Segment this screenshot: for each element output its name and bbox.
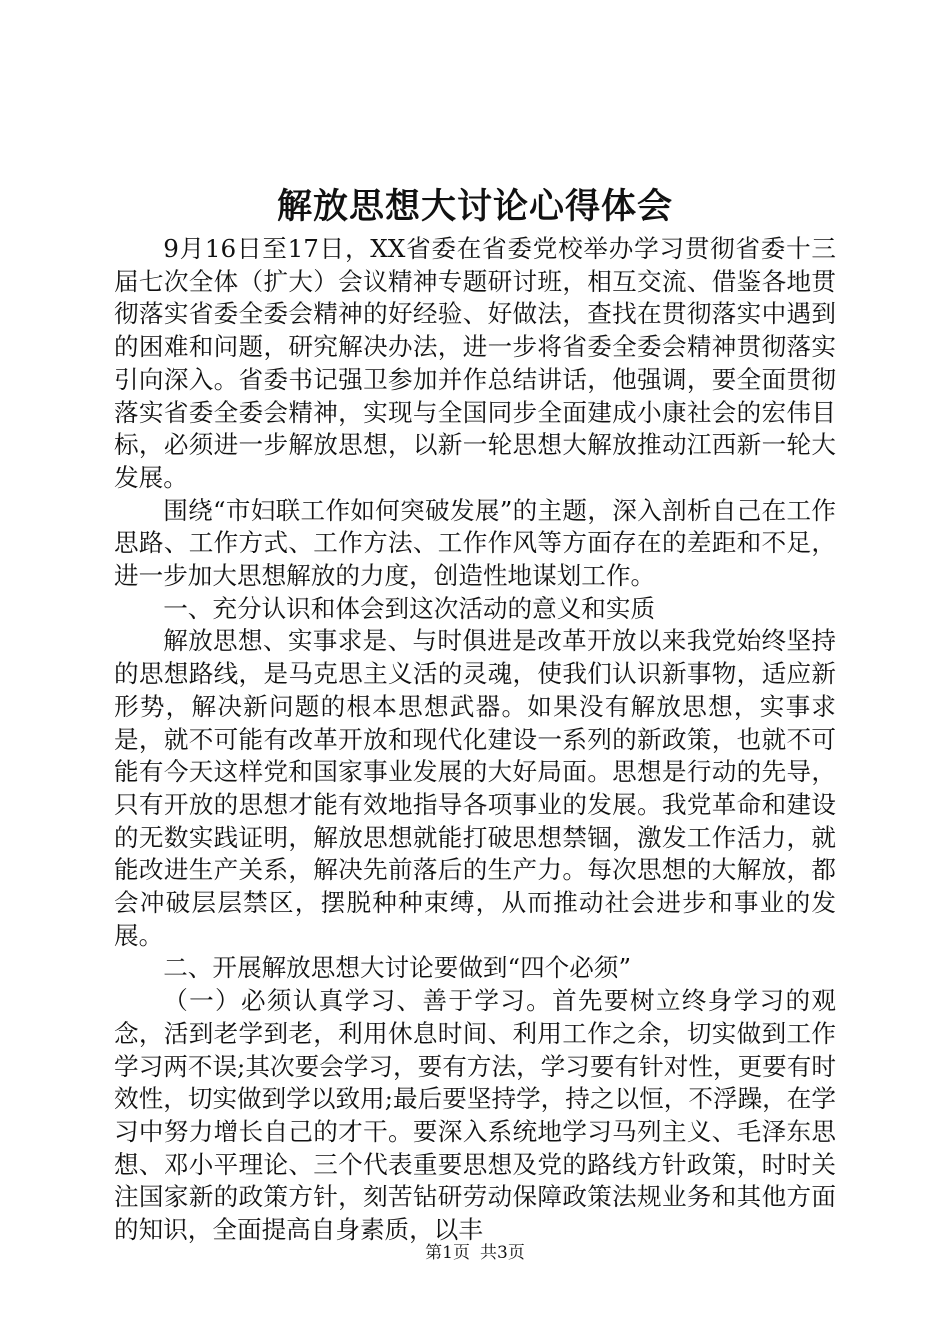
document-body <box>114 233 836 1247</box>
page-footer <box>0 1241 950 1265</box>
page-total: 共3页 <box>480 1243 525 1263</box>
paragraph: 解放思想、实事求是、与时俱进是改革开放以来我党始终坚持的思想路线，是马克思主义活的灵魂，使我们认识新事物，适应新形势，解决新问题的根本思想武器。如果没有解放思想，实事求是，就不可能有改革开放和现代化建设一系列的新政策，也就不可能有今天这样党和国家事业发展的大好局面。思想是行动的先导，只有开放的思想才能有效地指导各项事业的发展。我党革命和建设的无数实践证明，解放思想就能打破思想禁锢，激发工作活力，就能改进生产关系，解决先前落后的生产力。每次思想的大解放，都会冲破层层禁区，摆脱种种束缚，从而推动社会进步和事业的发展。 <box>114 626 836 950</box>
page-number: 第1页 <box>425 1243 470 1263</box>
section-heading: 二、开展解放思想大讨论要做到“四个必须” <box>163 953 632 983</box>
document-title: 解放思想大讨论心得体会 <box>276 186 673 227</box>
paragraph: （一）必须认真学习、善于学习。首先要树立终身学习的观念，活到老学到老，利用休息时间、利用工作之余，切实做到工作学习两不误;其次要会学习，要有方法，学习要有针对性，更要有时效性，切实做到学以致用;最后要坚持学，持之以恒，不浮躁，在学习中努力增长自己的才干。要深入系统地学习马列主义、毛泽东思想、邓小平理论、三个代表重要思想及党的路线方针政策，时时关注国家新的政策方针，刻苦钻研劳动保障政策法规业务和其他方面的知识，全面提高自身素质，以丰 <box>114 986 836 1245</box>
paragraph: 围绕“市妇联工作如何突破发展”的主题，深入剖析自己在工作思路、工作方式、工作方法、工作作风等方面存在的差距和不足，进一步加大思想解放的力度，创造性地谋划工作。 <box>114 495 836 591</box>
section-heading: 一、充分认识和体会到这次活动的意义和实质 <box>163 593 656 623</box>
paragraph: 9月16日至17日，XX省委在省委党校举办学习贯彻省委十三届七次全体（扩大）会议精神专题研讨班，相互交流、借鉴各地贯彻落实省委全委会精神的好经验、好做法，查找在贯彻落实中遇到的困难和问题，研究解决办法，进一步将省委全委会精神贯彻落实引向深入。省委书记强卫参加并作总结讲话，他强调，要全面贯彻落实省委全委会精神，实现与全国同步全面建成小康社会的宏伟目标，必须进一步解放思想，以新一轮思想大解放推动江西新一轮大发展。 <box>114 234 836 492</box>
